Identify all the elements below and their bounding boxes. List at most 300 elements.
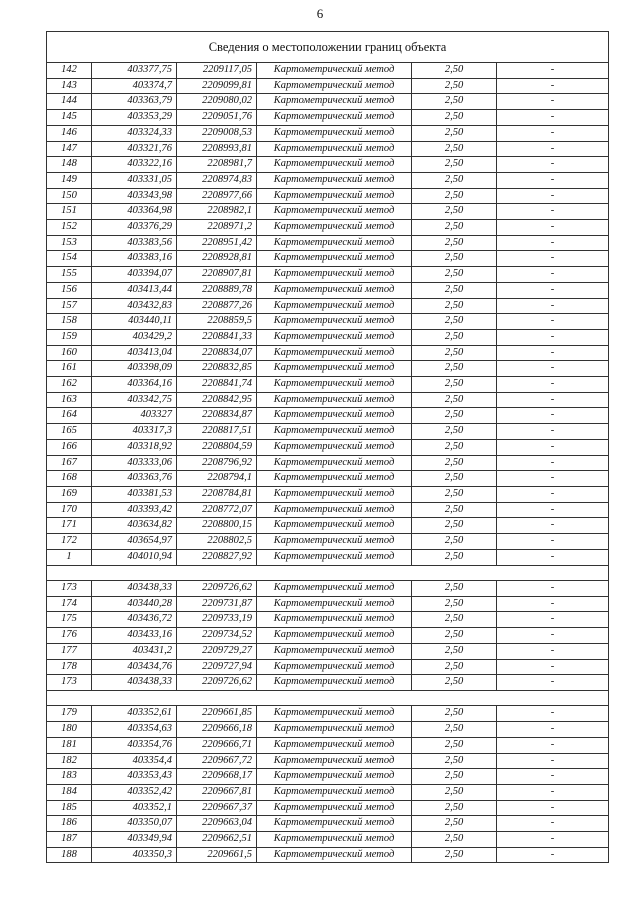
table-row (47, 659, 609, 675)
point-number-cell: 143 (47, 78, 92, 94)
table-row (47, 329, 609, 345)
method-cell: Картометрический метод (257, 188, 412, 204)
x-coordinate-cell: 403353,29 (92, 110, 177, 126)
y-coordinate-cell: 2208841,33 (177, 329, 257, 345)
x-coordinate-cell: 403374,7 (92, 78, 177, 94)
method-cell: Картометрический метод (257, 251, 412, 267)
x-coordinate-cell: 403393,42 (92, 502, 177, 518)
table-row (47, 769, 609, 785)
method-cell: Картометрический метод (257, 549, 412, 565)
x-coordinate-cell: 403438,33 (92, 581, 177, 597)
y-coordinate-cell: 2209668,17 (177, 769, 257, 785)
method-cell: Картометрический метод (257, 612, 412, 628)
x-coordinate-cell: 403342,75 (92, 392, 177, 408)
accuracy-cell: 2,50 (412, 439, 497, 455)
point-number-cell: 173 (47, 581, 92, 597)
accuracy-cell: 2,50 (412, 581, 497, 597)
accuracy-cell: 2,50 (412, 800, 497, 816)
description-cell: - (497, 628, 609, 644)
point-number-cell: 150 (47, 188, 92, 204)
accuracy-cell: 2,50 (412, 110, 497, 126)
description-cell: - (497, 784, 609, 800)
description-cell: - (497, 204, 609, 220)
method-cell: Картометрический метод (257, 94, 412, 110)
description-cell: - (497, 298, 609, 314)
y-coordinate-cell: 2208971,2 (177, 220, 257, 236)
table-row (47, 63, 609, 79)
x-coordinate-cell: 404010,94 (92, 549, 177, 565)
table-title: Сведения о местоположении границ объекта (47, 32, 609, 63)
description-cell: - (497, 486, 609, 502)
point-number-cell: 149 (47, 172, 92, 188)
point-number-cell: 147 (47, 141, 92, 157)
x-coordinate-cell: 403322,16 (92, 157, 177, 173)
block-separator-row (47, 565, 609, 581)
y-coordinate-cell: 2209726,62 (177, 581, 257, 597)
point-number-cell: 152 (47, 220, 92, 236)
x-coordinate-cell: 403440,28 (92, 596, 177, 612)
method-cell: Картометрический метод (257, 408, 412, 424)
table-row (47, 596, 609, 612)
table-row (47, 204, 609, 220)
y-coordinate-cell: 2208841,74 (177, 377, 257, 393)
description-cell: - (497, 471, 609, 487)
accuracy-cell: 2,50 (412, 141, 497, 157)
description-cell: - (497, 643, 609, 659)
y-coordinate-cell: 2208877,26 (177, 298, 257, 314)
x-coordinate-cell: 403349,94 (92, 832, 177, 848)
x-coordinate-cell: 403363,79 (92, 94, 177, 110)
accuracy-cell: 2,50 (412, 534, 497, 550)
description-cell: - (497, 361, 609, 377)
point-number-cell: 188 (47, 847, 92, 863)
x-coordinate-cell: 403398,09 (92, 361, 177, 377)
accuracy-cell: 2,50 (412, 502, 497, 518)
accuracy-cell: 2,50 (412, 298, 497, 314)
table-row (47, 220, 609, 236)
table-row (47, 157, 609, 173)
accuracy-cell: 2,50 (412, 377, 497, 393)
x-coordinate-cell: 403350,3 (92, 847, 177, 863)
y-coordinate-cell: 2208817,51 (177, 424, 257, 440)
x-coordinate-cell: 403333,06 (92, 455, 177, 471)
point-number-cell: 180 (47, 722, 92, 738)
point-number-cell: 157 (47, 298, 92, 314)
method-cell: Картометрический метод (257, 628, 412, 644)
method-cell: Картометрический метод (257, 329, 412, 345)
y-coordinate-cell: 2209667,37 (177, 800, 257, 816)
y-coordinate-cell: 2208832,85 (177, 361, 257, 377)
y-coordinate-cell: 2209663,04 (177, 816, 257, 832)
description-cell: - (497, 408, 609, 424)
x-coordinate-cell: 403383,16 (92, 251, 177, 267)
accuracy-cell: 2,50 (412, 784, 497, 800)
y-coordinate-cell: 2208993,81 (177, 141, 257, 157)
y-coordinate-cell: 2209661,85 (177, 706, 257, 722)
table-row (47, 424, 609, 440)
description-cell: - (497, 267, 609, 283)
x-coordinate-cell: 403354,4 (92, 753, 177, 769)
table-row (47, 125, 609, 141)
y-coordinate-cell: 2208800,15 (177, 518, 257, 534)
point-number-cell: 171 (47, 518, 92, 534)
y-coordinate-cell: 2208977,66 (177, 188, 257, 204)
x-coordinate-cell: 403331,05 (92, 172, 177, 188)
table-row (47, 141, 609, 157)
y-coordinate-cell: 2209727,94 (177, 659, 257, 675)
accuracy-cell: 2,50 (412, 329, 497, 345)
point-number-cell: 148 (47, 157, 92, 173)
method-cell: Картометрический метод (257, 737, 412, 753)
accuracy-cell: 2,50 (412, 455, 497, 471)
accuracy-cell: 2,50 (412, 628, 497, 644)
table-row (47, 345, 609, 361)
table-row (47, 549, 609, 565)
y-coordinate-cell: 2209666,18 (177, 722, 257, 738)
point-number-cell: 185 (47, 800, 92, 816)
table-row (47, 267, 609, 283)
x-coordinate-cell: 403433,16 (92, 628, 177, 644)
description-cell: - (497, 706, 609, 722)
table-row (47, 784, 609, 800)
method-cell: Картометрический метод (257, 643, 412, 659)
method-cell: Картометрический метод (257, 502, 412, 518)
point-number-cell: 163 (47, 392, 92, 408)
x-coordinate-cell: 403436,72 (92, 612, 177, 628)
y-coordinate-cell: 2208981,7 (177, 157, 257, 173)
y-coordinate-cell: 2209729,27 (177, 643, 257, 659)
x-coordinate-cell: 403352,1 (92, 800, 177, 816)
table-row (47, 800, 609, 816)
y-coordinate-cell: 2208784,81 (177, 486, 257, 502)
table-row (47, 675, 609, 691)
method-cell: Картометрический метод (257, 63, 412, 79)
table-row (47, 235, 609, 251)
x-coordinate-cell: 403413,44 (92, 282, 177, 298)
point-number-cell: 156 (47, 282, 92, 298)
x-coordinate-cell: 403440,11 (92, 314, 177, 330)
description-cell: - (497, 439, 609, 455)
page-number: 6 (316, 6, 324, 21)
x-coordinate-cell: 403363,76 (92, 471, 177, 487)
accuracy-cell: 2,50 (412, 235, 497, 251)
y-coordinate-cell: 2209667,81 (177, 784, 257, 800)
point-number-cell: 170 (47, 502, 92, 518)
table-row (47, 581, 609, 597)
accuracy-cell: 2,50 (412, 361, 497, 377)
accuracy-cell: 2,50 (412, 486, 497, 502)
table-row (47, 816, 609, 832)
method-cell: Картометрический метод (257, 235, 412, 251)
method-cell: Картометрический метод (257, 659, 412, 675)
accuracy-cell: 2,50 (412, 643, 497, 659)
accuracy-cell: 2,50 (412, 596, 497, 612)
method-cell: Картометрический метод (257, 157, 412, 173)
accuracy-cell: 2,50 (412, 753, 497, 769)
y-coordinate-cell: 2209667,72 (177, 753, 257, 769)
description-cell: - (497, 220, 609, 236)
table-row (47, 172, 609, 188)
accuracy-cell: 2,50 (412, 267, 497, 283)
x-coordinate-cell: 403354,76 (92, 737, 177, 753)
table-row (47, 612, 609, 628)
y-coordinate-cell: 2209662,51 (177, 832, 257, 848)
point-number-cell: 160 (47, 345, 92, 361)
y-coordinate-cell: 2209117,05 (177, 63, 257, 79)
method-cell: Картометрический метод (257, 377, 412, 393)
table-row (47, 534, 609, 550)
method-cell: Картометрический метод (257, 800, 412, 816)
point-number-cell: 176 (47, 628, 92, 644)
table-row (47, 377, 609, 393)
point-number-cell: 182 (47, 753, 92, 769)
y-coordinate-cell: 2208834,07 (177, 345, 257, 361)
point-number-cell: 155 (47, 267, 92, 283)
accuracy-cell: 2,50 (412, 408, 497, 424)
description-cell: - (497, 110, 609, 126)
table-row (47, 439, 609, 455)
y-coordinate-cell: 2209099,81 (177, 78, 257, 94)
description-cell: - (497, 816, 609, 832)
description-cell: - (497, 251, 609, 267)
x-coordinate-cell: 403383,56 (92, 235, 177, 251)
description-cell: - (497, 659, 609, 675)
method-cell: Картометрический метод (257, 518, 412, 534)
x-coordinate-cell: 403429,2 (92, 329, 177, 345)
accuracy-cell: 2,50 (412, 737, 497, 753)
description-cell: - (497, 282, 609, 298)
method-cell: Картометрический метод (257, 314, 412, 330)
x-coordinate-cell: 403327 (92, 408, 177, 424)
x-coordinate-cell: 403654,97 (92, 534, 177, 550)
separator-cell (47, 690, 609, 706)
table-row (47, 282, 609, 298)
method-cell: Картометрический метод (257, 204, 412, 220)
y-coordinate-cell: 2209726,62 (177, 675, 257, 691)
description-cell: - (497, 549, 609, 565)
boundary-table-container (46, 31, 608, 863)
point-number-cell: 178 (47, 659, 92, 675)
y-coordinate-cell: 2208802,5 (177, 534, 257, 550)
x-coordinate-cell: 403321,76 (92, 141, 177, 157)
y-coordinate-cell: 2208951,42 (177, 235, 257, 251)
point-number-cell: 161 (47, 361, 92, 377)
accuracy-cell: 2,50 (412, 94, 497, 110)
table-row (47, 628, 609, 644)
point-number-cell: 179 (47, 706, 92, 722)
table-row (47, 722, 609, 738)
point-number-cell: 159 (47, 329, 92, 345)
x-coordinate-cell: 403364,98 (92, 204, 177, 220)
description-cell: - (497, 518, 609, 534)
separator-cell (47, 565, 609, 581)
point-number-cell: 164 (47, 408, 92, 424)
point-number-cell: 181 (47, 737, 92, 753)
description-cell: - (497, 800, 609, 816)
x-coordinate-cell: 403352,42 (92, 784, 177, 800)
table-row (47, 455, 609, 471)
accuracy-cell: 2,50 (412, 471, 497, 487)
accuracy-cell: 2,50 (412, 832, 497, 848)
method-cell: Картометрический метод (257, 706, 412, 722)
point-number-cell: 173 (47, 675, 92, 691)
method-cell: Картометрический метод (257, 78, 412, 94)
description-cell: - (497, 832, 609, 848)
method-cell: Картометрический метод (257, 141, 412, 157)
point-number-cell: 158 (47, 314, 92, 330)
y-coordinate-cell: 2209666,71 (177, 737, 257, 753)
table-row (47, 188, 609, 204)
x-coordinate-cell: 403438,33 (92, 675, 177, 691)
description-cell: - (497, 125, 609, 141)
accuracy-cell: 2,50 (412, 769, 497, 785)
point-number-cell: 186 (47, 816, 92, 832)
x-coordinate-cell: 403364,16 (92, 377, 177, 393)
y-coordinate-cell: 2208842,95 (177, 392, 257, 408)
accuracy-cell: 2,50 (412, 188, 497, 204)
description-cell: - (497, 141, 609, 157)
x-coordinate-cell: 403431,2 (92, 643, 177, 659)
boundary-coordinates-table (46, 31, 609, 863)
point-number-cell: 168 (47, 471, 92, 487)
x-coordinate-cell: 403343,98 (92, 188, 177, 204)
description-cell: - (497, 424, 609, 440)
description-cell: - (497, 235, 609, 251)
y-coordinate-cell: 2208974,83 (177, 172, 257, 188)
method-cell: Картометрический метод (257, 534, 412, 550)
table-row (47, 392, 609, 408)
accuracy-cell: 2,50 (412, 63, 497, 79)
description-cell: - (497, 737, 609, 753)
description-cell: - (497, 63, 609, 79)
description-cell: - (497, 753, 609, 769)
point-number-cell: 142 (47, 63, 92, 79)
description-cell: - (497, 502, 609, 518)
table-header-row (47, 32, 609, 63)
description-cell: - (497, 345, 609, 361)
accuracy-cell: 2,50 (412, 345, 497, 361)
method-cell: Картометрический метод (257, 110, 412, 126)
accuracy-cell: 2,50 (412, 549, 497, 565)
accuracy-cell: 2,50 (412, 722, 497, 738)
table-row (47, 706, 609, 722)
y-coordinate-cell: 2208804,59 (177, 439, 257, 455)
method-cell: Картометрический метод (257, 675, 412, 691)
method-cell: Картометрический метод (257, 784, 412, 800)
method-cell: Картометрический метод (257, 816, 412, 832)
point-number-cell: 184 (47, 784, 92, 800)
method-cell: Картометрический метод (257, 722, 412, 738)
y-coordinate-cell: 2209733,19 (177, 612, 257, 628)
point-number-cell: 146 (47, 125, 92, 141)
accuracy-cell: 2,50 (412, 659, 497, 675)
table-row (47, 314, 609, 330)
method-cell: Картометрический метод (257, 753, 412, 769)
y-coordinate-cell: 2208827,92 (177, 549, 257, 565)
method-cell: Картометрический метод (257, 769, 412, 785)
point-number-cell: 177 (47, 643, 92, 659)
y-coordinate-cell: 2208928,81 (177, 251, 257, 267)
accuracy-cell: 2,50 (412, 392, 497, 408)
method-cell: Картометрический метод (257, 172, 412, 188)
accuracy-cell: 2,50 (412, 204, 497, 220)
description-cell: - (497, 78, 609, 94)
accuracy-cell: 2,50 (412, 282, 497, 298)
method-cell: Картометрический метод (257, 471, 412, 487)
method-cell: Картометрический метод (257, 298, 412, 314)
block-separator-row (47, 690, 609, 706)
y-coordinate-cell: 2208796,92 (177, 455, 257, 471)
table-row (47, 518, 609, 534)
method-cell: Картометрический метод (257, 596, 412, 612)
table-row (47, 110, 609, 126)
x-coordinate-cell: 403352,61 (92, 706, 177, 722)
method-cell: Картометрический метод (257, 220, 412, 236)
table-row (47, 298, 609, 314)
accuracy-cell: 2,50 (412, 157, 497, 173)
description-cell: - (497, 172, 609, 188)
description-cell: - (497, 94, 609, 110)
method-cell: Картометрический метод (257, 125, 412, 141)
method-cell: Картометрический метод (257, 847, 412, 863)
y-coordinate-cell: 2209080,02 (177, 94, 257, 110)
description-cell: - (497, 157, 609, 173)
method-cell: Картометрический метод (257, 345, 412, 361)
point-number-cell: 153 (47, 235, 92, 251)
point-number-cell: 174 (47, 596, 92, 612)
method-cell: Картометрический метод (257, 361, 412, 377)
accuracy-cell: 2,50 (412, 816, 497, 832)
x-coordinate-cell: 403350,07 (92, 816, 177, 832)
point-number-cell: 167 (47, 455, 92, 471)
table-row (47, 737, 609, 753)
point-number-cell: 172 (47, 534, 92, 550)
x-coordinate-cell: 403353,43 (92, 769, 177, 785)
description-cell: - (497, 534, 609, 550)
y-coordinate-cell: 2208794,1 (177, 471, 257, 487)
accuracy-cell: 2,50 (412, 847, 497, 863)
table-row (47, 832, 609, 848)
description-cell: - (497, 392, 609, 408)
method-cell: Картометрический метод (257, 832, 412, 848)
y-coordinate-cell: 2208907,81 (177, 267, 257, 283)
point-number-cell: 187 (47, 832, 92, 848)
x-coordinate-cell: 403377,75 (92, 63, 177, 79)
description-cell: - (497, 769, 609, 785)
accuracy-cell: 2,50 (412, 612, 497, 628)
method-cell: Картометрический метод (257, 439, 412, 455)
point-number-cell: 1 (47, 549, 92, 565)
point-number-cell: 144 (47, 94, 92, 110)
x-coordinate-cell: 403434,76 (92, 659, 177, 675)
x-coordinate-cell: 403634,82 (92, 518, 177, 534)
point-number-cell: 165 (47, 424, 92, 440)
point-number-cell: 169 (47, 486, 92, 502)
method-cell: Картометрический метод (257, 392, 412, 408)
x-coordinate-cell: 403394,07 (92, 267, 177, 283)
accuracy-cell: 2,50 (412, 518, 497, 534)
accuracy-cell: 2,50 (412, 424, 497, 440)
y-coordinate-cell: 2209734,52 (177, 628, 257, 644)
accuracy-cell: 2,50 (412, 125, 497, 141)
table-row (47, 251, 609, 267)
x-coordinate-cell: 403413,04 (92, 345, 177, 361)
method-cell: Картометрический метод (257, 581, 412, 597)
table-row (47, 361, 609, 377)
method-cell: Картометрический метод (257, 282, 412, 298)
description-cell: - (497, 612, 609, 628)
point-number-cell: 154 (47, 251, 92, 267)
